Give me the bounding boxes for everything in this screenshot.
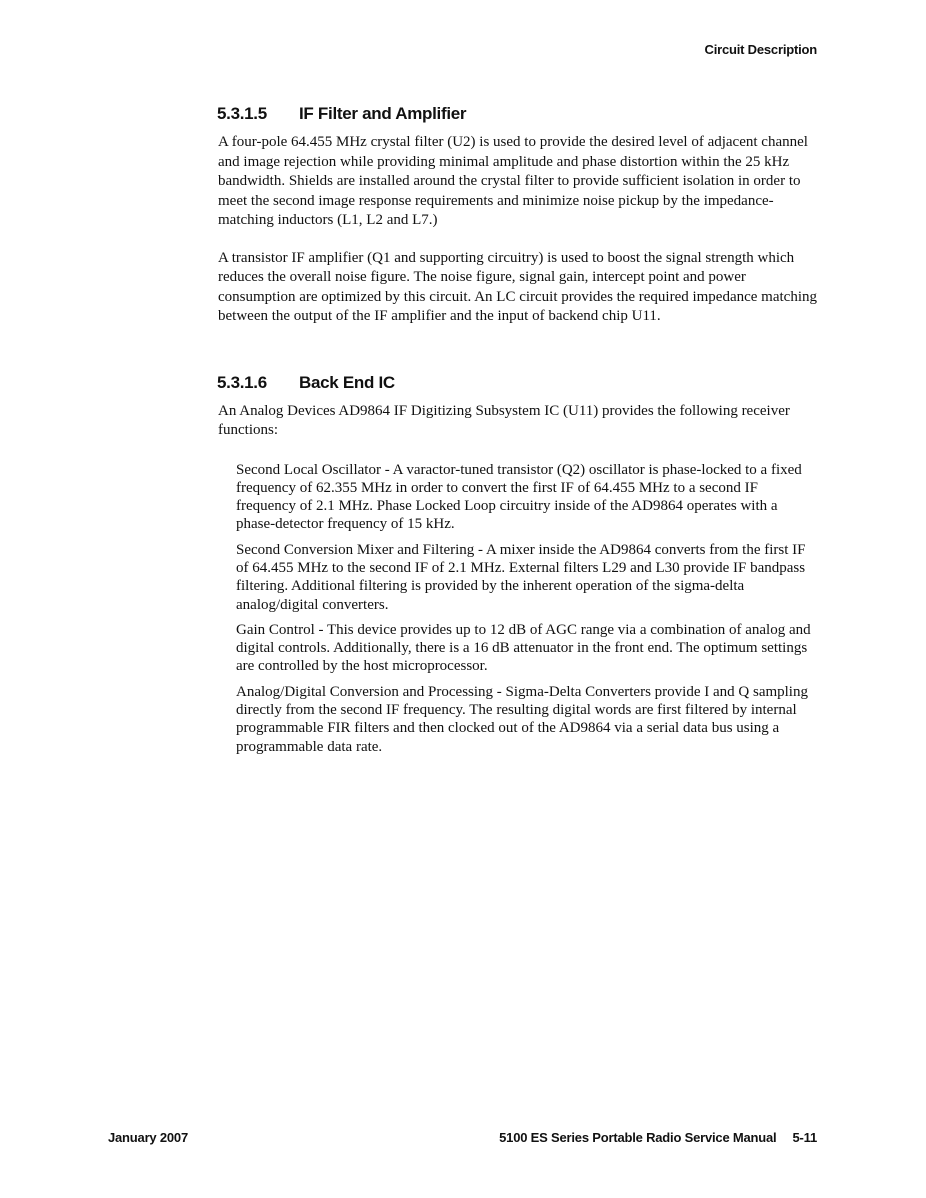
function-second-local-oscillator: Second Local Oscillator - A varactor-tuned transistor (Q2) oscillator is phase-locked to a fixed frequency of 62.355 MHz in order to convert the first IF of 64.455 MHz to a second IF frequency of 2.1 MHz. Phase Locked Loop circuitry inside of the AD9864 operates with a phase-detector frequency of 15 kHz.	[236, 461, 802, 533]
function-gain-control: Gain Control - This device provides up to 12 dB of AGC range via a combination of analog and digital controls. Additionally, there is a 16 dB attenuator in the front end. The optimum settings are controlled by the host microprocessor.	[236, 621, 811, 675]
section-title: Back End IC	[299, 372, 395, 392]
function-second-conversion-mixer: Second Conversion Mixer and Filtering - A mixer inside the AD9864 converts from the first IF of 64.455 MHz to the second IF of 2.1 MHz. External filters L29 and L30 provide IF bandpass filtering. Additional filtering is provided by the inherent operation of the sigma-delta analog/digital converters.	[236, 541, 806, 613]
paragraph-if-amplifier: A transistor IF amplifier (Q1 and supporting circuitry) is used to boost the signal strength which reduces the overall noise figure. The noise figure, signal gain, intercept point and power consumption are optimized by this circuit. An LC circuit provides the required impedance matching between the output of the IF amplifier and the input of backend chip U11.	[218, 249, 818, 324]
page-content	[218, 104, 818, 763]
footer-page-number: 5-11	[792, 1130, 817, 1145]
section-title: IF Filter and Amplifier	[299, 104, 467, 123]
function-adc-processing: Analog/Digital Conversion and Processing - Sigma-Delta Converters provide I and Q sampling directly from the second IF frequency. The resulting digital words are first filtered by internal programmable FIR filters and then clocked out of the AD9864 via a serial data bus using a programmable data rate.	[236, 683, 808, 755]
section-number: 5.3.1.6	[217, 372, 267, 392]
section-number: 5.3.1.5	[217, 104, 267, 123]
section-heading-5-3-1-6	[217, 373, 818, 393]
footer-date: January 2007	[108, 1130, 188, 1145]
footer-right	[499, 1130, 817, 1145]
footer-manual-title: 5100 ES Series Portable Radio Service Manual	[499, 1130, 777, 1145]
paragraph-crystal-filter: A four-pole 64.455 MHz crystal filter (U2) is used to provide the desired level of adjacent channel and image rejection while providing minimal amplitude and phase distortion within the 25 kHz bandwidth. Shields are installed around the crystal filter to provide sufficient isolation in order to meet the second image response requirements and minimize noise pickup by the impedance-matching inductors (L1, L2 and L7.)	[218, 134, 808, 228]
running-head: Circuit Description	[704, 42, 817, 57]
paragraph-back-end-intro: An Analog Devices AD9864 IF Digitizing Subsystem IC (U11) provides the following receiver functions:	[218, 402, 790, 438]
section-heading-5-3-1-5	[217, 104, 818, 124]
